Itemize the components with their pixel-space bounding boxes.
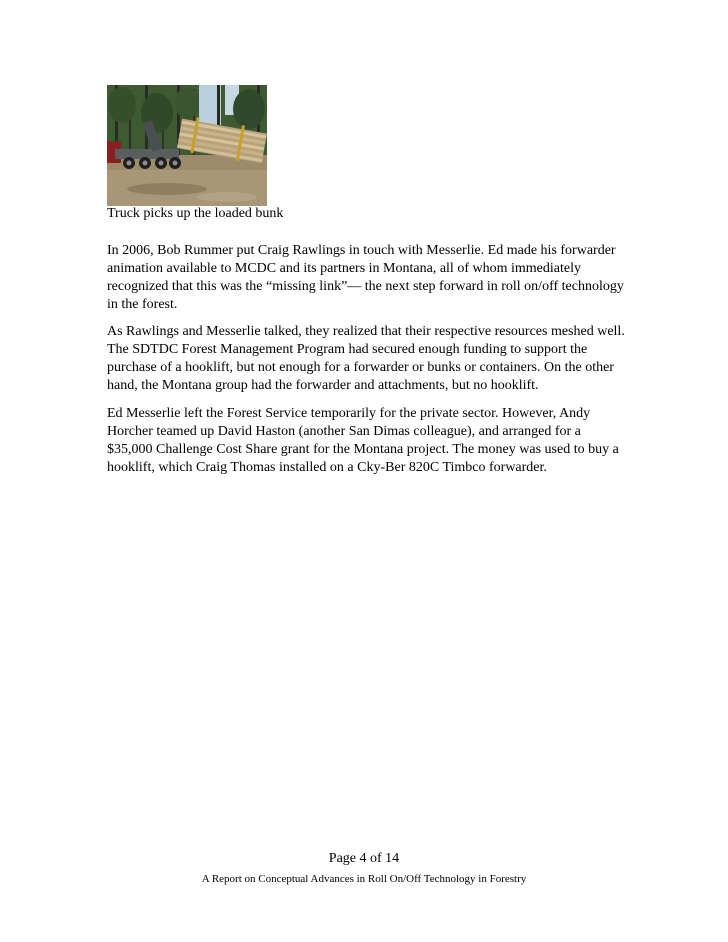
body-paragraph: In 2006, Bob Rummer put Craig Rawlings in touch with Messerlie. Ed made his forwarder animation available to MCDC and its partners in Montana, all of whom immediately recognized that this was the “missing link”— the next step forward in roll on/off technology in the forest. [107, 243, 624, 312]
body-paragraph: As Rawlings and Messerlie talked, they realized that their respective resources meshed well. The SDTDC Forest Management Program had secured enough funding to support the purchase of a hooklift, but not enough for a forwarder or bunks or containers. On the other hand, the Montana group had the forwarder and attachments, but no hooklift. [107, 324, 625, 393]
page-number: Page 4 of 14 [328, 851, 400, 866]
report-footer: A Report on Conceptual Advances in Roll On/Off Technology in Forestry [201, 873, 527, 885]
image-caption: Truck picks up the loaded bunk [107, 206, 284, 221]
truck-loading-bunk-photo [107, 85, 267, 206]
body-paragraph: Ed Messerlie left the Forest Service temporarily for the private sector. However, Andy Horcher teamed up David Haston (another San Dimas colleague), and arranged for a $35,000 Challenge Cost Share grant for the Montana project. The money was used to buy a hooklift, which Craig Thomas installed on a Cky-Ber 820C Timbco forwarder. [107, 406, 619, 475]
